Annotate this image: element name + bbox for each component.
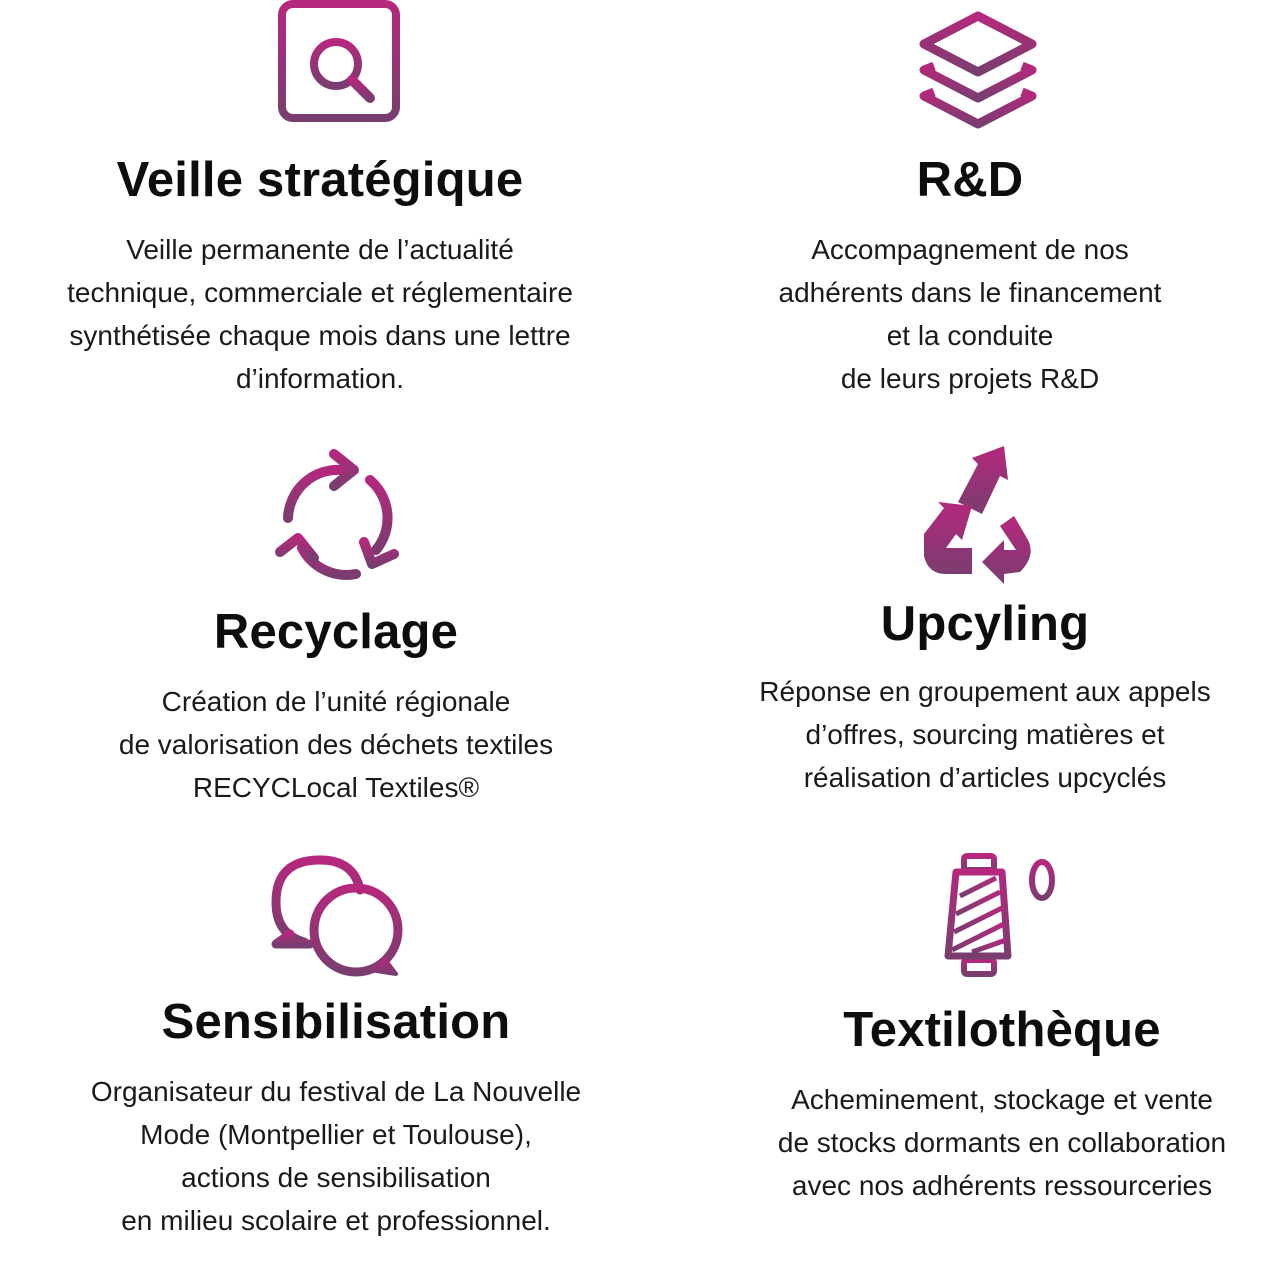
- description-line: Veille permanente de l’actualité: [126, 234, 514, 265]
- card-recyclage: [0, 430, 672, 830]
- card-upcyling: [700, 430, 1270, 810]
- description-line: réalisation d’articles upcyclés: [803, 762, 1167, 793]
- description-line: synthétisée chaque mois dans une lettre: [69, 320, 571, 351]
- card-description: [718, 1078, 1280, 1207]
- card-description: [660, 228, 1280, 400]
- description-line: actions de sensibilisation: [181, 1162, 491, 1193]
- description-line: et la conduite: [886, 320, 1054, 351]
- description-line: de valorisation des déchets textiles: [118, 729, 554, 760]
- description-line: Réponse en groupement aux appels: [759, 676, 1211, 707]
- layers-icon: [916, 8, 1040, 132]
- speech-bubbles-icon: [270, 854, 406, 978]
- recycle-arrows-icon: [268, 440, 404, 582]
- browser-search-icon: [278, 0, 400, 122]
- card-title: Textilothèque: [843, 1003, 1161, 1057]
- card-description: [0, 680, 672, 809]
- description-line: en milieu scolaire et professionnel.: [121, 1205, 551, 1236]
- description-line: technique, commerciale et réglementaire: [67, 277, 573, 308]
- card-title: R&D: [916, 153, 1024, 207]
- card-description: [0, 1070, 672, 1242]
- card-description: [0, 228, 640, 400]
- description-line: avec nos adhérents ressourceries: [791, 1170, 1213, 1201]
- card-description: [700, 670, 1270, 799]
- card-title: Recyclage: [213, 605, 459, 659]
- card-sensibilisation: [0, 850, 672, 1270]
- card-rd: [660, 0, 1280, 420]
- description-line: Accompagnement de nos: [811, 234, 1129, 265]
- description-line: de leurs projets R&D: [840, 363, 1100, 394]
- card-title: Upcyling: [880, 597, 1090, 651]
- card-veille-strategique: [0, 0, 640, 420]
- description-line: d’offres, sourcing matières et: [805, 719, 1165, 750]
- description-line: RECYCLocal Textiles®: [192, 772, 480, 803]
- card-title: Veille stratégique: [116, 153, 524, 207]
- card-title: Sensibilisation: [161, 995, 511, 1049]
- description-line: d’information.: [235, 363, 405, 394]
- description-line: adhérents dans le financement: [778, 277, 1162, 308]
- description-line: Acheminement, stockage et vente: [791, 1084, 1213, 1115]
- description-line: Organisateur du festival de La Nouvelle: [90, 1076, 582, 1107]
- description-line: de stocks dormants en collaboration: [777, 1127, 1227, 1158]
- card-textilotheque: [718, 850, 1280, 1230]
- recycling-symbol-icon: [922, 444, 1048, 584]
- description-line: Création de l’unité régionale: [161, 686, 511, 717]
- thread-spool-needle-icon: [938, 852, 1066, 978]
- description-line: Mode (Montpellier et Toulouse),: [140, 1119, 532, 1150]
